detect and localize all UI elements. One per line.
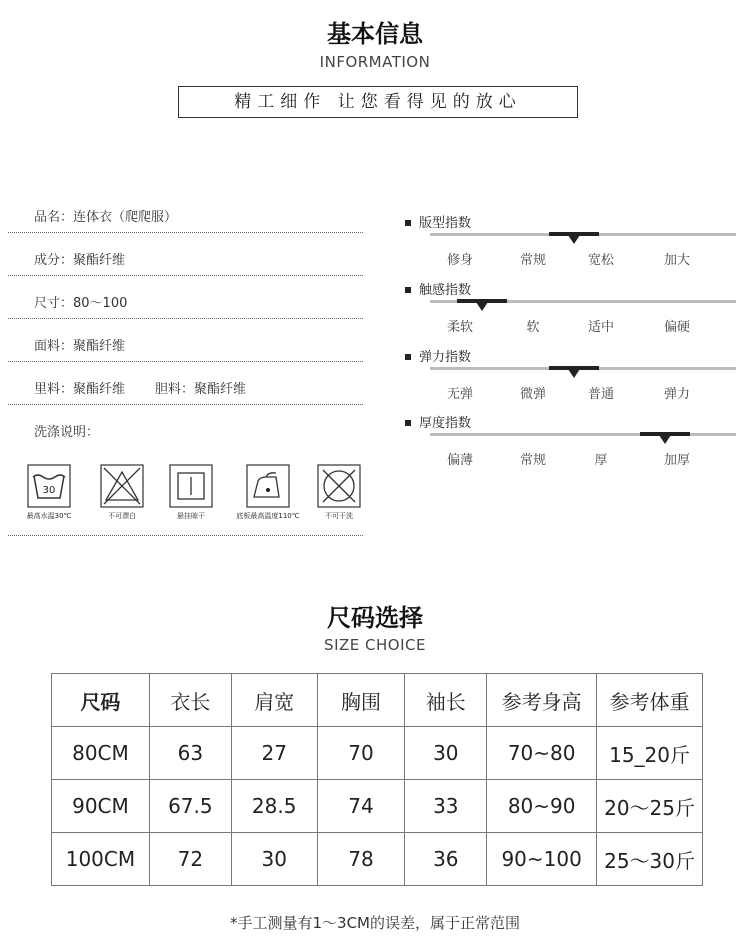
table-cell: 90~100	[487, 833, 597, 886]
index-scale-bar	[430, 233, 736, 236]
wash-icons-row	[8, 460, 363, 536]
index-label: 常规	[519, 453, 546, 468]
index-title	[405, 412, 471, 431]
info-composition-text: 成分：聚酯纤维	[34, 253, 126, 268]
index-title-text: 触感指数	[419, 283, 472, 298]
index-label: 无弹	[446, 387, 473, 402]
index-scale-bar	[430, 367, 736, 370]
wash-label-temp: 最高水温30℃	[26, 512, 72, 520]
bullet-square-icon	[405, 420, 411, 426]
wash-label-dryclean: 不可干洗	[325, 512, 353, 520]
info-fabric-text: 面料：聚酯纤维	[34, 339, 126, 354]
bullet-square-icon	[405, 354, 411, 360]
table-cell: 36	[405, 833, 487, 886]
index-label: 普通	[587, 387, 614, 402]
info-subtitle: INFORMATION	[319, 53, 431, 71]
info-lining	[8, 362, 363, 405]
index-label: 加厚	[663, 453, 690, 468]
table-cell: 72	[149, 833, 231, 886]
info-inner-text: 胆料：聚酯纤维	[155, 382, 247, 397]
table-cell: 80CM	[52, 727, 150, 780]
size-subtitle: SIZE CHOICE	[324, 636, 426, 654]
table-cell: 28.5	[231, 780, 317, 833]
index-label: 弹力	[663, 387, 690, 402]
wash-label-hang: 悬挂晾干	[177, 512, 205, 520]
hang-dry-icon	[156, 464, 226, 521]
wash-temp: 30	[42, 485, 56, 496]
table-header-cell: 尺码	[52, 674, 150, 727]
wash-30-icon	[14, 464, 84, 521]
index-label: 加大	[663, 253, 690, 268]
table-header-cell: 参考体重	[597, 674, 703, 727]
table-header-cell: 衣长	[149, 674, 231, 727]
index-marker	[640, 432, 690, 436]
table-header-cell: 肩宽	[231, 674, 317, 727]
table-header-cell: 袖长	[405, 674, 487, 727]
index-title	[405, 279, 471, 298]
index-marker	[457, 299, 507, 303]
info-title: 基本信息	[327, 20, 423, 48]
table-row	[52, 727, 703, 780]
table-cell: 67.5	[149, 780, 231, 833]
table-header-cell: 参考身高	[487, 674, 597, 727]
info-wash-title	[8, 405, 363, 448]
index-label: 厚	[594, 453, 608, 468]
info-name-text: 品名：连体衣（爬爬服）	[34, 210, 178, 225]
table-cell: 90CM	[52, 780, 150, 833]
index-title	[405, 346, 471, 365]
size-table	[51, 673, 703, 886]
table-cell: 78	[317, 833, 405, 886]
index-label: 偏硬	[663, 320, 690, 335]
size-note: *手工测量有1～3CM的误差，属于正常范围	[229, 914, 520, 932]
table-cell: 25～30斤	[597, 833, 703, 886]
no-dry-clean-icon	[304, 464, 374, 521]
table-cell: 20～25斤	[597, 780, 703, 833]
table-row	[52, 780, 703, 833]
index-scale-bar	[430, 433, 736, 436]
table-header-row	[52, 674, 703, 727]
index-label: 软	[526, 320, 540, 335]
wash-label-iron: 底板最高温度110℃	[236, 512, 300, 520]
table-cell: 70	[317, 727, 405, 780]
info-size-text: 尺寸：80～100	[34, 296, 128, 311]
table-cell: 100CM	[52, 833, 150, 886]
index-scale-bar	[430, 300, 736, 303]
index-label: 常规	[519, 253, 546, 268]
table-cell: 30	[231, 833, 317, 886]
index-title-text: 厚度指数	[419, 416, 472, 431]
size-title: 尺码选择	[327, 604, 423, 632]
wash-title-text: 洗涤说明：	[34, 425, 100, 440]
index-label: 柔软	[446, 320, 473, 335]
index-label: 偏薄	[446, 453, 473, 468]
slogan-box: 精工细作 让您看得见的放心	[178, 86, 578, 118]
table-cell: 30	[405, 727, 487, 780]
bullet-square-icon	[405, 287, 411, 293]
table-cell: 74	[317, 780, 405, 833]
table-cell: 33	[405, 780, 487, 833]
no-bleach-icon	[87, 464, 157, 521]
info-name	[8, 190, 363, 233]
index-label: 适中	[587, 320, 614, 335]
index-marker	[549, 366, 599, 370]
index-marker	[549, 232, 599, 236]
table-cell: 15_20斤	[597, 727, 703, 780]
table-header-cell: 胸围	[317, 674, 405, 727]
info-fabric	[8, 319, 363, 362]
iron-110-icon	[233, 464, 303, 521]
info-size	[8, 276, 363, 319]
table-cell: 80~90	[487, 780, 597, 833]
index-label: 微弹	[519, 387, 546, 402]
index-title-text: 弹力指数	[419, 350, 472, 365]
bullet-square-icon	[405, 220, 411, 226]
info-composition	[8, 233, 363, 276]
table-cell: 27	[231, 727, 317, 780]
index-title-text: 版型指数	[419, 216, 472, 231]
table-row	[52, 833, 703, 886]
index-label: 宽松	[587, 253, 614, 268]
index-title	[405, 212, 471, 231]
table-cell: 70~80	[487, 727, 597, 780]
wash-label-bleach: 不可漂白	[108, 512, 136, 520]
index-label: 修身	[446, 253, 473, 268]
table-cell: 63	[149, 727, 231, 780]
info-lining-text: 里料：聚酯纤维	[34, 382, 126, 397]
